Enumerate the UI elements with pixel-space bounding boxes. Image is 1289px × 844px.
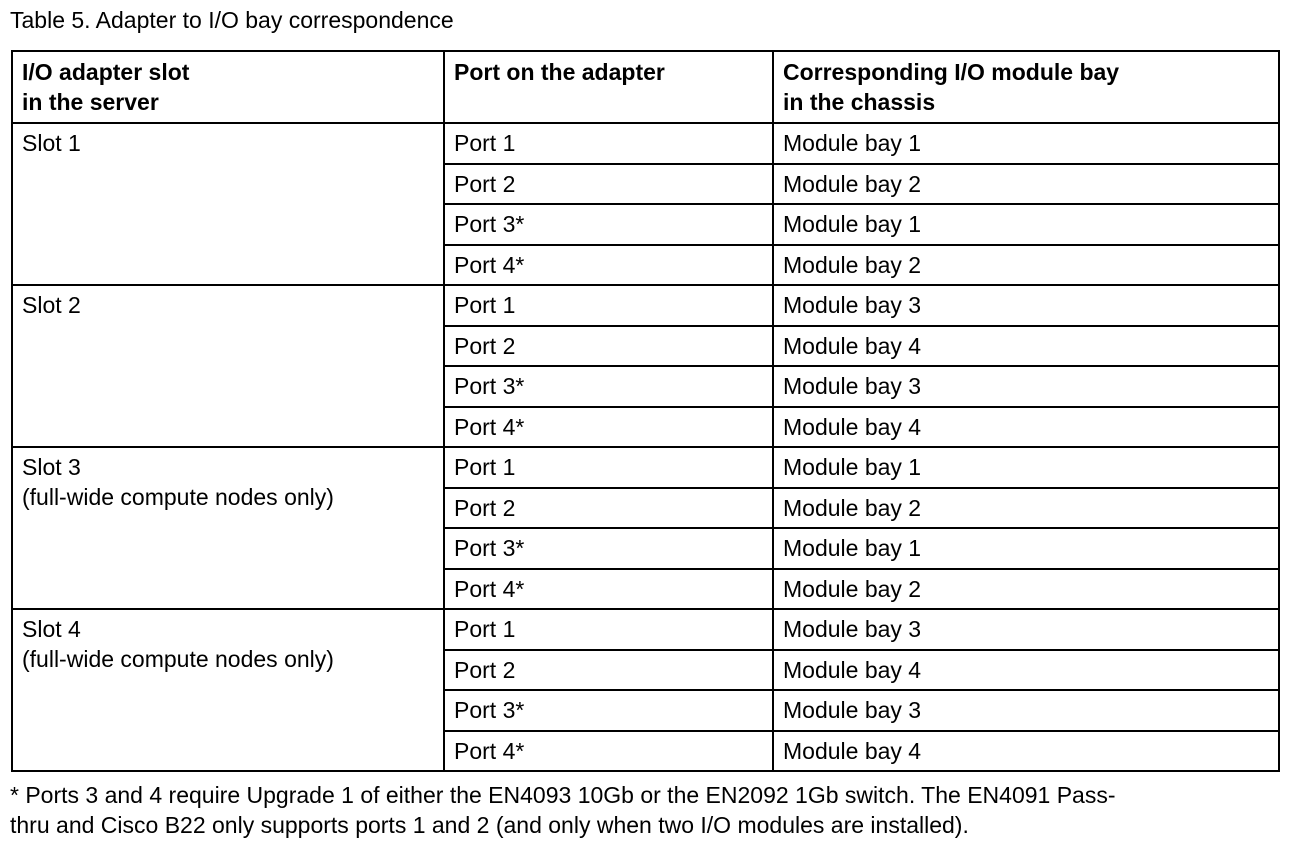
slot-label: Slot 3 <box>22 454 81 480</box>
slot-label: Slot 1 <box>22 130 81 156</box>
footnote-line: thru and Cisco B22 only supports ports 1 and 2 (and only when two I/O modules are installed). <box>10 812 969 838</box>
port-cell: Port 1 <box>444 285 773 326</box>
port-cell: Port 2 <box>444 326 773 367</box>
port-cell: Port 2 <box>444 164 773 205</box>
bay-cell: Module bay 2 <box>773 569 1279 610</box>
bay-cell: Module bay 1 <box>773 123 1279 164</box>
port-cell: Port 2 <box>444 488 773 529</box>
bay-cell: Module bay 2 <box>773 488 1279 529</box>
bay-cell: Module bay 2 <box>773 164 1279 205</box>
table-row <box>12 447 1279 488</box>
header-line: in the chassis <box>783 89 936 115</box>
table-body <box>12 123 1279 771</box>
port-cell: Port 1 <box>444 123 773 164</box>
port-cell: Port 3* <box>444 528 773 569</box>
slot-note: (full-wide compute nodes only) <box>22 646 334 672</box>
adapter-bay-table <box>11 50 1280 772</box>
table-row <box>12 609 1279 650</box>
port-cell: Port 4* <box>444 407 773 448</box>
port-cell: Port 2 <box>444 650 773 691</box>
table-row <box>12 123 1279 164</box>
table-row <box>12 285 1279 326</box>
table-caption: Table 5. Adapter to I/O bay correspondence <box>10 7 454 33</box>
port-cell: Port 4* <box>444 569 773 610</box>
header-line: Port on the adapter <box>454 59 665 85</box>
slot-cell-1 <box>12 123 444 285</box>
footnote-line: * Ports 3 and 4 require Upgrade 1 of either the EN4093 10Gb or the EN2092 1Gb switch. The EN4091 Pass- <box>10 782 1116 808</box>
slot-cell-2 <box>12 285 444 447</box>
port-cell: Port 3* <box>444 690 773 731</box>
bay-cell: Module bay 3 <box>773 690 1279 731</box>
header-line: I/O adapter slot <box>22 59 190 85</box>
bay-cell: Module bay 3 <box>773 285 1279 326</box>
header-module-bay <box>773 51 1279 123</box>
bay-cell: Module bay 1 <box>773 447 1279 488</box>
bay-cell: Module bay 1 <box>773 528 1279 569</box>
port-cell: Port 1 <box>444 609 773 650</box>
bay-cell: Module bay 4 <box>773 407 1279 448</box>
bay-cell: Module bay 3 <box>773 366 1279 407</box>
bay-cell: Module bay 1 <box>773 204 1279 245</box>
bay-cell: Module bay 4 <box>773 326 1279 367</box>
slot-label: Slot 2 <box>22 292 81 318</box>
port-cell: Port 4* <box>444 245 773 286</box>
table-footnote <box>10 780 1278 840</box>
bay-cell: Module bay 4 <box>773 650 1279 691</box>
slot-cell-3 <box>12 447 444 609</box>
port-cell: Port 1 <box>444 447 773 488</box>
bay-cell: Module bay 4 <box>773 731 1279 772</box>
header-port <box>444 51 773 123</box>
header-line: Corresponding I/O module bay <box>783 59 1120 85</box>
bay-cell: Module bay 2 <box>773 245 1279 286</box>
bay-cell: Module bay 3 <box>773 609 1279 650</box>
slot-note: (full-wide compute nodes only) <box>22 484 334 510</box>
slot-label: Slot 4 <box>22 616 81 642</box>
header-row <box>12 51 1279 123</box>
header-adapter-slot <box>12 51 444 123</box>
port-cell: Port 4* <box>444 731 773 772</box>
table-header <box>12 51 1279 123</box>
port-cell: Port 3* <box>444 204 773 245</box>
slot-cell-4 <box>12 609 444 771</box>
port-cell: Port 3* <box>444 366 773 407</box>
header-line: in the server <box>22 89 159 115</box>
